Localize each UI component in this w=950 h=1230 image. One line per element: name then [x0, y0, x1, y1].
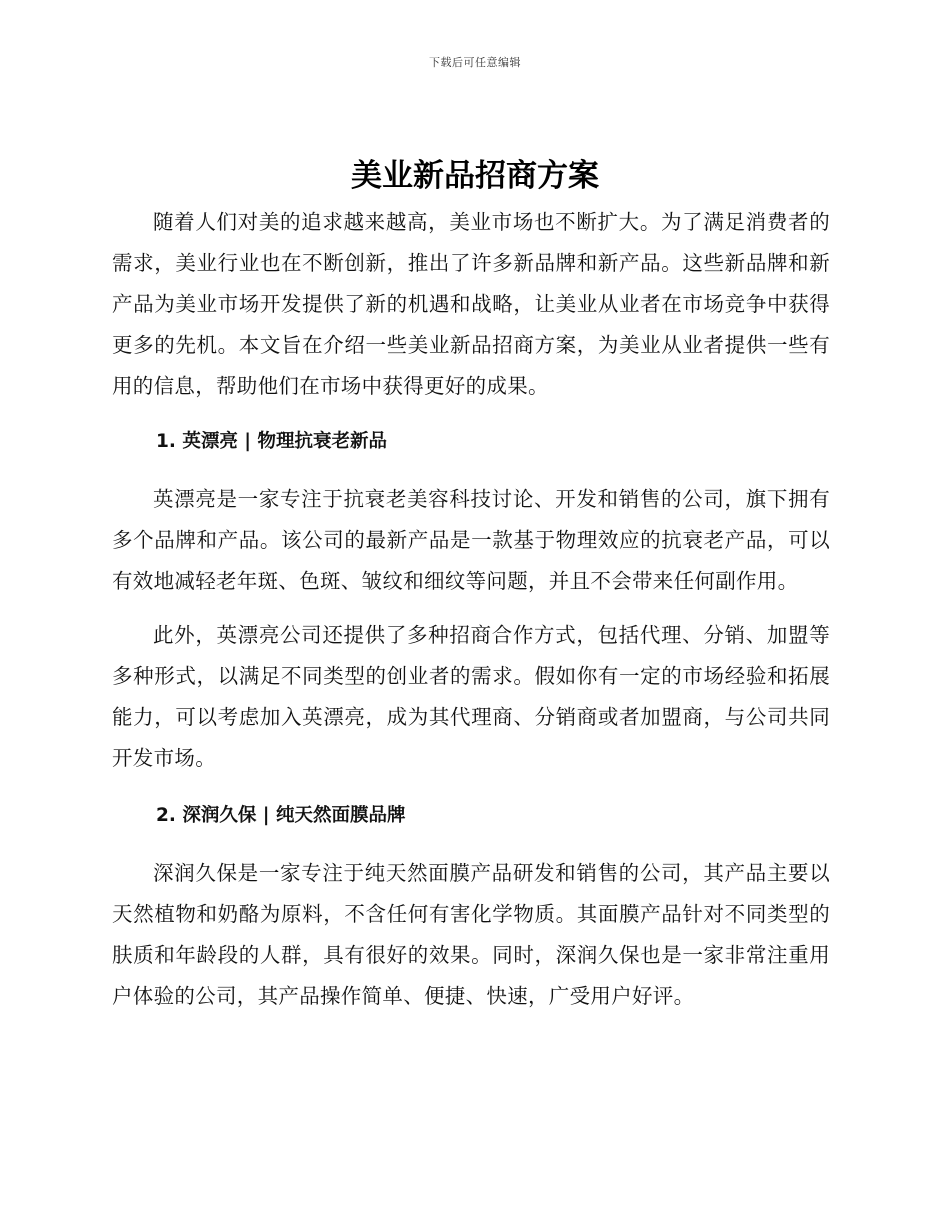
document-title: 美业新品招商方案 [351, 158, 599, 194]
section-2-paragraph-1: 深润久保是一家专注于纯天然面膜产品研发和销售的公司，其产品主要以天然植物和奶酪为原料，不含任何有害化学物质。其面膜产品针对不同类型的肤质和年龄段的人群，具有很好的效果。同时，深润久保也是一家非常注重用户体验的公司，其产品操作简单、便捷、快速，广受用户好评。 [112, 861, 830, 1008]
document-body [112, 202, 830, 1017]
header-note: 下载后可任意编辑 [429, 56, 521, 69]
section-1-paragraph-1: 英漂亮是一家专注于抗衰老美容科技讨论、开发和销售的公司，旗下拥有多个品牌和产品。该公司的最新产品是一款基于物理效应的抗衰老产品，可以有效地减轻老年斑、色斑、皱纹和细纹等问题，并且不会带来任何副作用。 [112, 487, 830, 593]
section-heading-2: 2. 深润久保 | 纯天然面膜品牌 [156, 805, 406, 826]
section-1-paragraph-2: 此外，英漂亮公司还提供了多种招商合作方式，包括代理、分销、加盟等多种形式，以满足不同类型的创业者的需求。假如你有一定的市场经验和拓展能力，可以考虑加入英漂亮，成为其代理商、分销商或者加盟商，与公司共同开发市场。 [112, 623, 830, 770]
section-heading-1: 1. 英漂亮 | 物理抗衰老新品 [156, 431, 387, 452]
intro-paragraph: 随着人们对美的追求越来越高，美业市场也不断扩大。为了满足消费者的需求，美业行业也在不断创新，推出了许多新品牌和新产品。这些新品牌和新产品为美业市场开发提供了新的机遇和战略，让美业从业者在市场竞争中获得更多的先机。本文旨在介绍一些美业新品招商方案，为美业从业者提供一些有用的信息，帮助他们在市场中获得更好的成果。 [112, 210, 830, 398]
